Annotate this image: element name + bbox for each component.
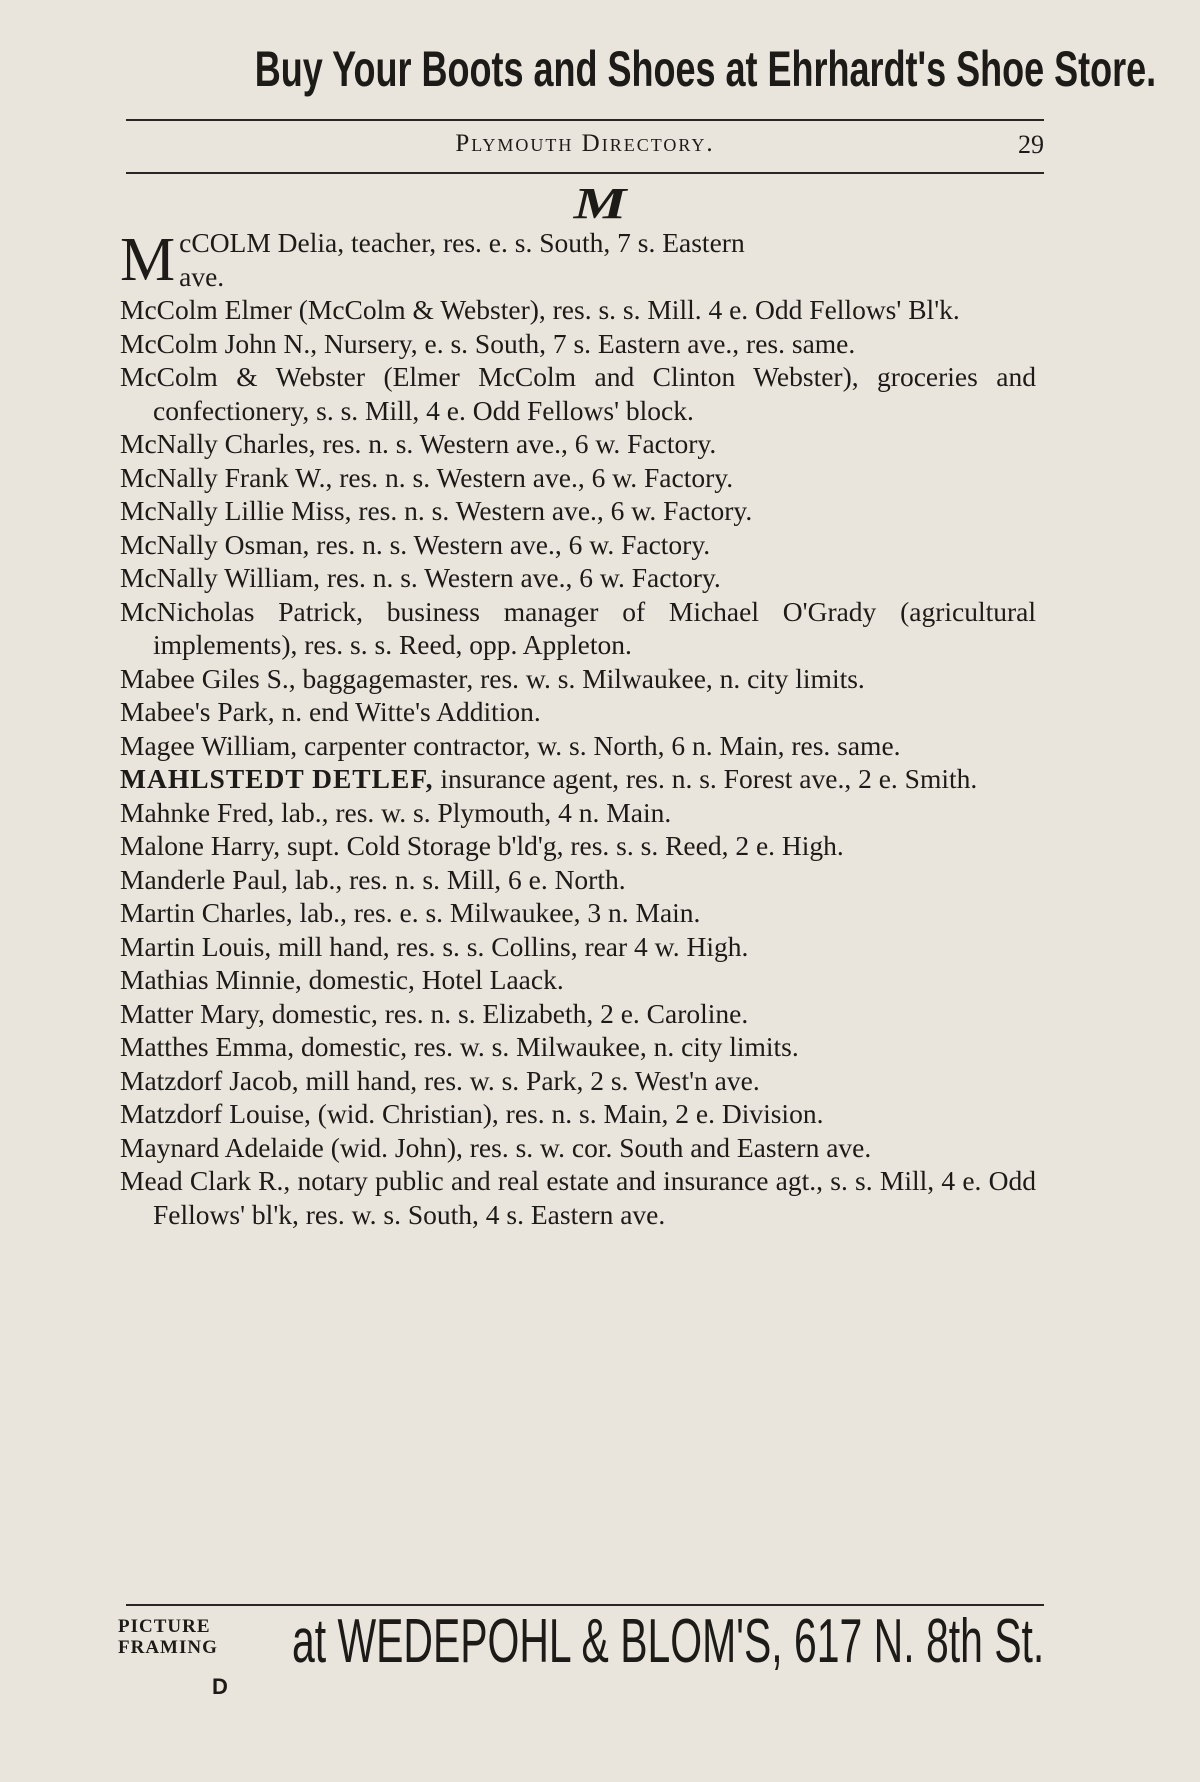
list-item: Martin Charles, lab., res. e. s. Milwaukee, 3 n. Main. [120, 897, 701, 928]
list-item: McNally Osman, res. n. s. Western ave., 6 w. Factory. [120, 528, 711, 560]
top-rule [126, 119, 1044, 121]
entry-line: cCOLM Delia, teacher, res. e. s. South, 7 s. Eastern [179, 227, 745, 258]
list-item: Matzdorf Louise, (wid. Christian), res. n. s. Main, 2 e. Division. [120, 1098, 824, 1129]
list-item: McColm & Webster (Elmer McColm and Clinton Webster), groceries and confectionery, s. s. Mill, 4 e. Odd Fellows' block. [120, 361, 1036, 426]
list-item: McNally Frank W., res. n. s. Western ave., 6 w. Factory. [120, 461, 734, 493]
list-item: Maynard Adelaide (wid. John), res. s. w. cor. South and Eastern ave. [120, 1131, 872, 1163]
list-item: Mabee Giles S., baggagemaster, res. w. s. Milwaukee, n. city limits. [120, 662, 865, 694]
bold-list-item [120, 762, 1036, 796]
bottom-ad-label [118, 1616, 218, 1658]
list-item: Manderle Paul, lab., res. n. s. Mill, 6 e. North. [120, 863, 626, 895]
list-item [120, 226, 1036, 293]
section-letter: M [573, 179, 627, 228]
bottom-ad-label-line: PICTURE [118, 1616, 211, 1637]
list-item: McNally William, res. n. s. Western ave., 6 w. Factory. [120, 562, 721, 593]
drop-cap: M [120, 226, 176, 294]
running-title: Plymouth Directory. [455, 130, 715, 157]
entry-name-bold: MAHLSTEDT DETLEF, [120, 763, 434, 794]
running-head [126, 130, 1044, 164]
entry-details: insurance agent, res. n. s. Forest ave., 2 e. Smith. [433, 763, 978, 794]
list-item: Martin Louis, mill hand, res. s. s. Collins, rear 4 w. High. [120, 930, 749, 962]
list-item: Matzdorf Jacob, mill hand, res. w. s. Park, 2 s. West'n ave. [120, 1064, 760, 1096]
list-item: Magee William, carpenter contractor, w. s. North, 6 n. Main, res. same. [120, 729, 901, 761]
list-item: Mathias Minnie, domestic, Hotel Laack. [120, 964, 564, 995]
bottom-advertisement [118, 1607, 1045, 1682]
list-item: McColm John N., Nursery, e. s. South, 7 s. Eastern ave., res. same. [120, 327, 856, 359]
list-item: Mabee's Park, n. end Witte's Addition. [120, 696, 541, 727]
directory-entries [120, 226, 1036, 1231]
list-item: Malone Harry, supt. Cold Storage b'ld'g, res. s. s. Reed, 2 e. High. [120, 830, 844, 861]
bottom-ad-text: at WEDEPOHL & BLOM'S, 617 N. 8th St. [292, 1607, 1045, 1676]
list-item: McNally Lillie Miss, res. n. s. Western ave., 6 w. Factory. [120, 495, 753, 526]
list-item: McNally Charles, res. n. s. Western ave., 6 w. Factory. [120, 428, 717, 459]
signature-mark: D [212, 1674, 228, 1699]
header-rule [126, 172, 1044, 174]
entry-line: ave. [179, 260, 225, 292]
page-number: 29 [1018, 130, 1044, 159]
list-item: McColm Elmer (McColm & Webster), res. s. s. Mill. 4 e. Odd Fellows' Bl'k. [120, 294, 960, 325]
list-item: Matthes Emma, domestic, res. w. s. Milwaukee, n. city limits. [120, 1031, 799, 1062]
bottom-ad-label-line: FRAMING [118, 1637, 218, 1658]
list-item: McNicholas Patrick, business manager of Michael O'Grady (agricultural implements), res. s. s. Reed, opp. Appleton. [120, 595, 1036, 660]
list-item: Mead Clark R., notary public and real estate and insurance agt., s. s. Mill, 4 e. Odd Fellows' bl'k, res. w. s. South, 4 s. Eastern ave. [120, 1165, 1036, 1230]
top-advertisement: Buy Your Boots and Shoes at Ehrhardt's Shoe Store. [254, 41, 1157, 97]
list-item: Mahnke Fred, lab., res. w. s. Plymouth, 4 n. Main. [120, 796, 672, 828]
list-item: Matter Mary, domestic, res. n. s. Elizabeth, 2 e. Caroline. [120, 997, 749, 1029]
